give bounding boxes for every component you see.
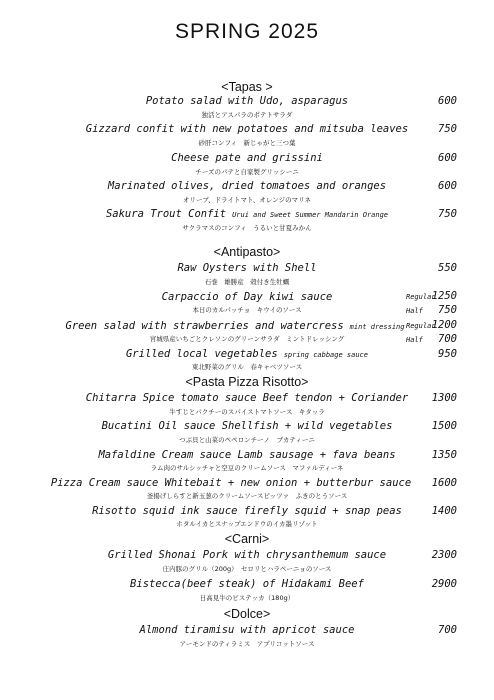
item-carpaccio-name: Carpaccio of Day kiwi sauce — [161, 291, 333, 303]
item-carpaccio-regular-price: 1250 — [431, 290, 457, 302]
item-grilled-veg-name — [0, 348, 494, 360]
item-risotto-price: 1400 — [431, 505, 457, 517]
item-oysters-jp: 石巻 雄勝産 殻付き生牡蠣 — [204, 278, 290, 286]
item-risotto-jp: ホタルイカとスナップエンドウのイカ墨リゾット — [176, 520, 318, 528]
item-trout-name — [0, 208, 494, 220]
item-bistecca-jp: 日高見牛のビステッカ（180g） — [199, 594, 295, 602]
item-grilled-veg-price: 950 — [438, 348, 457, 360]
item-pizza-name: Pizza Cream sauce Whitebait + new onion + butterbur sauce — [50, 477, 412, 489]
item-pork-jp: 庄内豚のグリル（200g） セロリとハラペーニョのソース — [162, 565, 332, 573]
item-carpaccio-regular-label: Regular — [406, 293, 436, 301]
section-tapas: <Tapas > — [221, 80, 273, 94]
item-green-salad-title: Green salad with strawberries and watercress — [65, 320, 344, 332]
section-carni: <Carni> — [224, 532, 270, 546]
item-gizzard-price: 750 — [438, 123, 457, 135]
item-cheese-name: Cheese pate and grissini — [171, 152, 323, 164]
item-green-salad-half-label: Half — [406, 336, 423, 344]
item-trout-title: Sakura Trout Confit — [105, 208, 227, 220]
item-gizzard-name: Gizzard confit with new potatoes and mitsuba leaves — [85, 123, 409, 135]
menu-title: SPRING 2025 — [174, 20, 320, 43]
section-antipasto: <Antipasto> — [213, 245, 281, 259]
item-bistecca-price: 2900 — [431, 578, 457, 590]
item-mafaldine-price: 1350 — [431, 449, 457, 461]
item-green-salad-subtitle: mint dressing — [349, 323, 405, 331]
item-oysters-price: 550 — [438, 262, 457, 274]
item-bistecca-name: Bistecca(beef steak) of Hidakami Beef — [130, 578, 364, 590]
item-potato-salad-name: Potato salad with Udo, asparagus — [145, 95, 349, 107]
item-potato-salad-jp: 独活とアスパラのポテトサラダ — [201, 111, 293, 119]
item-olives-price: 600 — [438, 180, 457, 192]
item-pizza-jp: 釜揚げしらすと新玉葱のクリームソースピッツァ ふきのとうソース — [146, 492, 348, 500]
item-green-salad-name — [0, 320, 470, 332]
item-pork-price: 2300 — [431, 549, 457, 561]
section-pasta-pizza-risotto: <Pasta Pizza Risotto> — [185, 375, 309, 389]
item-carpaccio-half-label: Half — [406, 307, 423, 315]
item-olives-jp: オリーブ、ドライトマト、オレンジのマリネ — [183, 196, 311, 204]
item-potato-salad-price: 600 — [438, 95, 457, 107]
item-tiramisu-price: 700 — [438, 624, 457, 636]
item-bucatini-price: 1500 — [431, 420, 457, 432]
item-grilled-veg-jp: 東北野菜のグリル 春キャベツソース — [191, 363, 303, 371]
item-pizza-price: 1600 — [431, 477, 457, 489]
item-cheese-jp: チーズのパテと自家製グリッシーニ — [195, 168, 299, 176]
item-trout-subtitle: Urui and Sweet Summer Mandarin Orange — [232, 211, 389, 219]
item-olives-name: Marinated olives, dried tomatoes and oranges — [107, 180, 387, 192]
section-dolce: <Dolce> — [223, 607, 271, 621]
item-mafaldine-jp: ラム肉のサルシッチャと空豆のクリームソース マファルディーネ — [150, 464, 344, 472]
item-pork-name: Grilled Shonai Pork with chrysanthemum sauce — [107, 549, 387, 561]
item-mafaldine-name: Mafaldine Cream sauce Lamb sausage + fava beans — [98, 449, 396, 461]
item-grilled-veg-title: Grilled local vegetables — [125, 348, 278, 360]
item-tiramisu-name: Almond tiramisu with apricot sauce — [139, 624, 355, 636]
item-green-salad-jp: 宮城県産いちごとクレソンのグリーンサラダ ミントドレッシング — [149, 335, 345, 343]
item-green-salad-half-price: 700 — [438, 333, 457, 345]
item-bucatini-name: Bucatini Oil sauce Shellfish + wild vegetables — [101, 420, 393, 432]
item-grilled-veg-subtitle: spring cabbage sauce — [283, 351, 368, 359]
item-chitarra-jp: 牛すじとパクチーのスパイストマトソース キタッラ — [169, 408, 325, 416]
item-trout-price: 750 — [438, 208, 457, 220]
item-oysters-name: Raw Oysters with Shell — [177, 262, 317, 274]
item-chitarra-price: 1300 — [431, 392, 457, 404]
item-bucatini-jp: つぶ貝と山菜のペペロンチーノ ブカティーニ — [179, 436, 315, 444]
item-tiramisu-jp: アーモンドのティラミス アプリコットソース — [179, 640, 315, 648]
item-green-salad-regular-price: 1200 — [431, 319, 457, 331]
item-carpaccio-jp: 本日のカルパッチョ キウイのソース — [192, 306, 302, 314]
item-chitarra-name: Chitarra Spice tomato sauce Beef tendon + Coriander — [85, 392, 409, 404]
item-carpaccio-half-price: 750 — [438, 304, 457, 316]
item-gizzard-jp: 砂肝コンフィ 新じゃがと三つ葉 — [198, 139, 296, 147]
item-risotto-name: Risotto squid ink sauce firefly squid + snap peas — [92, 505, 402, 517]
item-cheese-price: 600 — [438, 152, 457, 164]
item-green-salad-regular-label: Regular — [406, 322, 436, 330]
item-trout-jp: サクラマスのコンフィ うるいと甘夏みかん — [182, 224, 312, 232]
